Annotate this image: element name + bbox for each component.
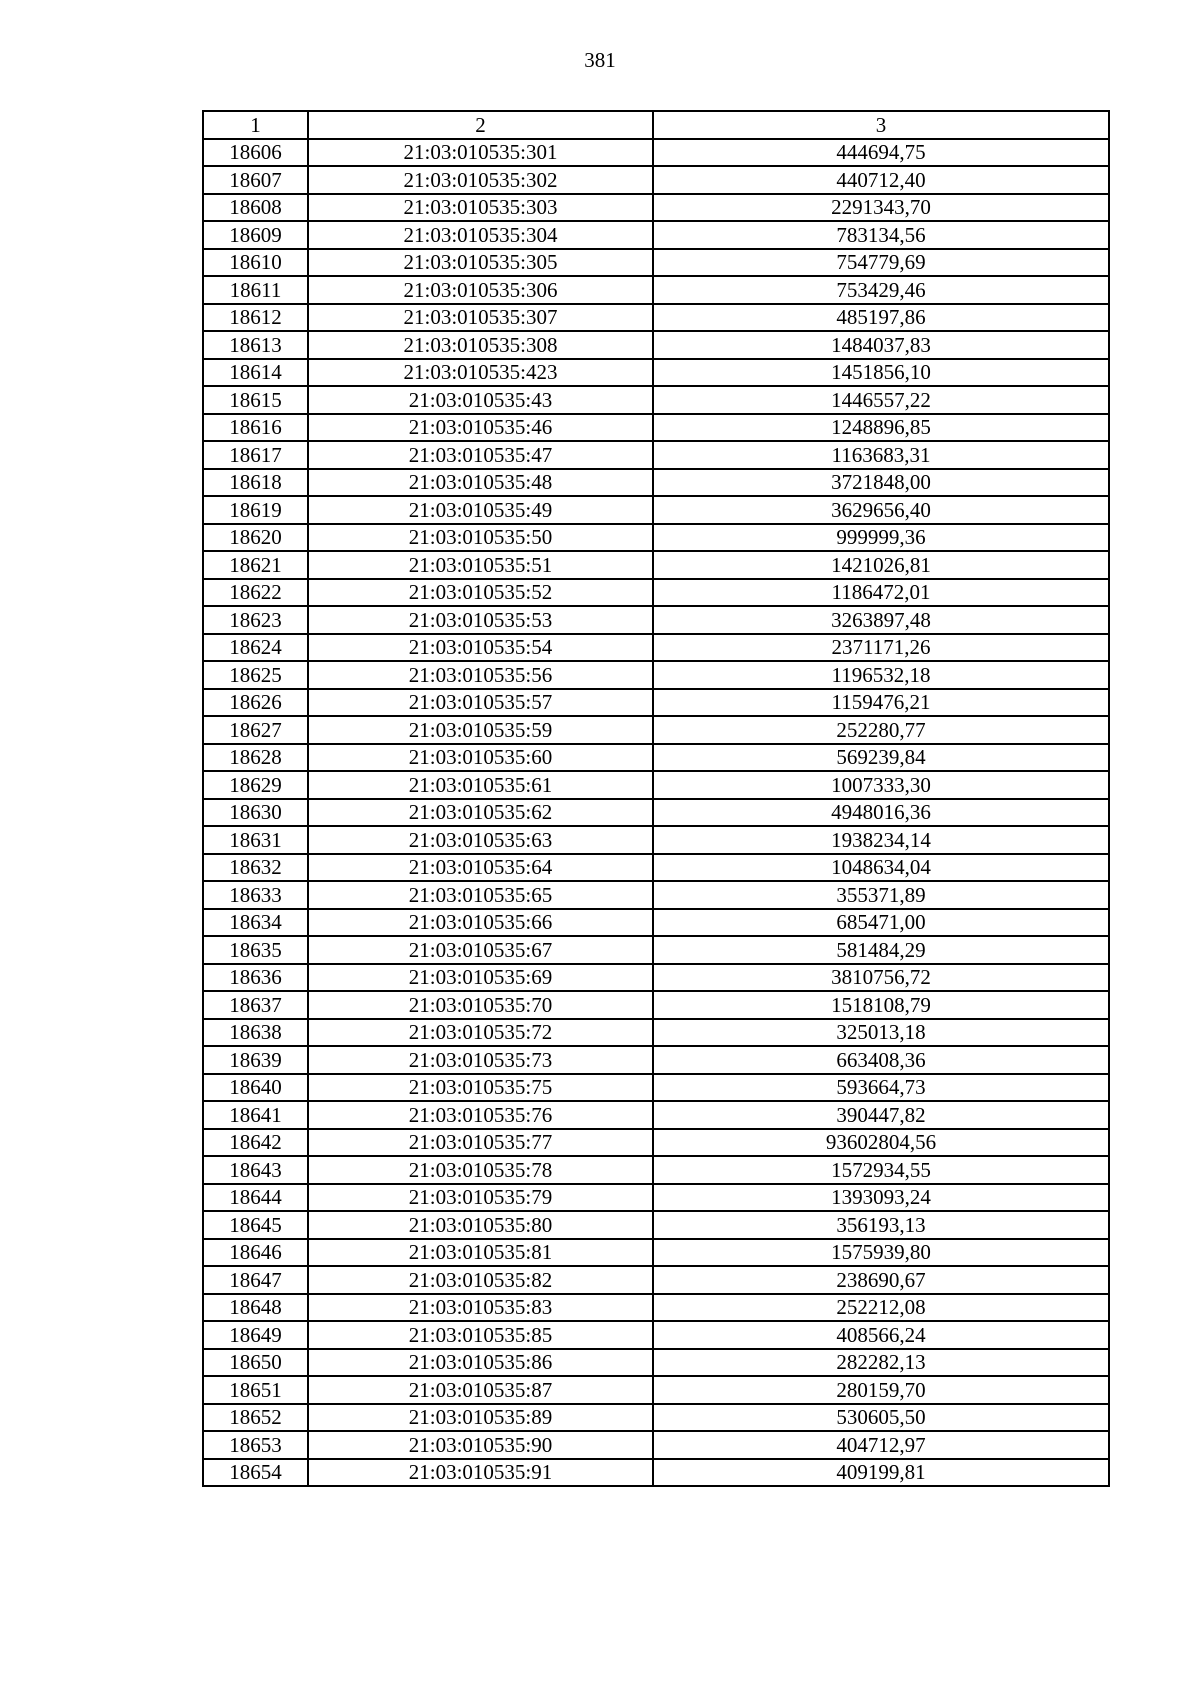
cadastral-number-cell: 21:03:010535:70 bbox=[308, 991, 653, 1019]
row-number-cell: 18629 bbox=[203, 771, 308, 799]
row-number-cell: 18621 bbox=[203, 551, 308, 579]
table-row bbox=[203, 771, 1109, 799]
data-table bbox=[202, 110, 1110, 1487]
cadastral-number-cell: 21:03:010535:64 bbox=[308, 854, 653, 882]
page-number: 381 bbox=[584, 48, 616, 72]
row-number-cell: 18631 bbox=[203, 826, 308, 854]
cadastral-number-cell: 21:03:010535:306 bbox=[308, 276, 653, 304]
cadastral-number-cell: 21:03:010535:53 bbox=[308, 606, 653, 634]
row-number-cell: 18620 bbox=[203, 524, 308, 552]
cadastral-number-cell: 21:03:010535:77 bbox=[308, 1129, 653, 1157]
value-cell: 408566,24 bbox=[653, 1321, 1109, 1349]
value-cell: 1451856,10 bbox=[653, 359, 1109, 387]
table-row bbox=[203, 1404, 1109, 1432]
table-header bbox=[203, 111, 1109, 139]
row-number-cell: 18644 bbox=[203, 1184, 308, 1212]
row-number-cell: 18630 bbox=[203, 799, 308, 827]
row-number-cell: 18616 bbox=[203, 414, 308, 442]
table-row bbox=[203, 469, 1109, 497]
cadastral-number-cell: 21:03:010535:86 bbox=[308, 1349, 653, 1377]
row-number-cell: 18626 bbox=[203, 689, 308, 717]
value-cell: 663408,36 bbox=[653, 1046, 1109, 1074]
cadastral-number-cell: 21:03:010535:51 bbox=[308, 551, 653, 579]
cadastral-number-cell: 21:03:010535:66 bbox=[308, 909, 653, 937]
value-cell: 1007333,30 bbox=[653, 771, 1109, 799]
row-number-cell: 18649 bbox=[203, 1321, 308, 1349]
row-number-cell: 18623 bbox=[203, 606, 308, 634]
cadastral-number-cell: 21:03:010535:303 bbox=[308, 194, 653, 222]
value-cell: 3629656,40 bbox=[653, 496, 1109, 524]
value-cell: 280159,70 bbox=[653, 1376, 1109, 1404]
cadastral-number-cell: 21:03:010535:302 bbox=[308, 166, 653, 194]
row-number-cell: 18627 bbox=[203, 716, 308, 744]
table-row bbox=[203, 331, 1109, 359]
row-number-cell: 18612 bbox=[203, 304, 308, 332]
value-cell: 93602804,56 bbox=[653, 1129, 1109, 1157]
cadastral-number-cell: 21:03:010535:57 bbox=[308, 689, 653, 717]
table-row bbox=[203, 799, 1109, 827]
value-cell: 3263897,48 bbox=[653, 606, 1109, 634]
table-row bbox=[203, 1459, 1109, 1487]
row-number-cell: 18633 bbox=[203, 881, 308, 909]
row-number-cell: 18622 bbox=[203, 579, 308, 607]
table-row bbox=[203, 166, 1109, 194]
row-number-cell: 18611 bbox=[203, 276, 308, 304]
table-row bbox=[203, 1074, 1109, 1102]
value-cell: 1393093,24 bbox=[653, 1184, 1109, 1212]
row-number-cell: 18628 bbox=[203, 744, 308, 772]
header-col-3: 3 bbox=[653, 111, 1109, 139]
table-row bbox=[203, 854, 1109, 882]
table-row bbox=[203, 359, 1109, 387]
value-cell: 1048634,04 bbox=[653, 854, 1109, 882]
value-cell: 252280,77 bbox=[653, 716, 1109, 744]
value-cell: 356193,13 bbox=[653, 1211, 1109, 1239]
cadastral-number-cell: 21:03:010535:89 bbox=[308, 1404, 653, 1432]
cadastral-number-cell: 21:03:010535:90 bbox=[308, 1431, 653, 1459]
value-cell: 355371,89 bbox=[653, 881, 1109, 909]
row-number-cell: 18646 bbox=[203, 1239, 308, 1267]
table-row bbox=[203, 249, 1109, 277]
cadastral-number-cell: 21:03:010535:307 bbox=[308, 304, 653, 332]
table-row bbox=[203, 1321, 1109, 1349]
row-number-cell: 18650 bbox=[203, 1349, 308, 1377]
table-row bbox=[203, 606, 1109, 634]
table-row bbox=[203, 936, 1109, 964]
table-row bbox=[203, 1019, 1109, 1047]
cadastral-number-cell: 21:03:010535:83 bbox=[308, 1294, 653, 1322]
table-row bbox=[203, 1101, 1109, 1129]
value-cell: 1186472,01 bbox=[653, 579, 1109, 607]
row-number-cell: 18607 bbox=[203, 166, 308, 194]
value-cell: 3810756,72 bbox=[653, 964, 1109, 992]
value-cell: 1484037,83 bbox=[653, 331, 1109, 359]
row-number-cell: 18614 bbox=[203, 359, 308, 387]
value-cell: 409199,81 bbox=[653, 1459, 1109, 1487]
table-row bbox=[203, 579, 1109, 607]
cadastral-number-cell: 21:03:010535:69 bbox=[308, 964, 653, 992]
row-number-cell: 18618 bbox=[203, 469, 308, 497]
row-number-cell: 18624 bbox=[203, 634, 308, 662]
cadastral-number-cell: 21:03:010535:49 bbox=[308, 496, 653, 524]
row-number-cell: 18606 bbox=[203, 139, 308, 167]
cadastral-number-cell: 21:03:010535:82 bbox=[308, 1266, 653, 1294]
table-row bbox=[203, 1266, 1109, 1294]
table-row bbox=[203, 1239, 1109, 1267]
value-cell: 2371171,26 bbox=[653, 634, 1109, 662]
table-row bbox=[203, 634, 1109, 662]
table-row bbox=[203, 964, 1109, 992]
row-number-cell: 18639 bbox=[203, 1046, 308, 1074]
table-row bbox=[203, 909, 1109, 937]
value-cell: 530605,50 bbox=[653, 1404, 1109, 1432]
row-number-cell: 18637 bbox=[203, 991, 308, 1019]
cadastral-number-cell: 21:03:010535:301 bbox=[308, 139, 653, 167]
table-row bbox=[203, 276, 1109, 304]
table-row bbox=[203, 744, 1109, 772]
value-cell: 4948016,36 bbox=[653, 799, 1109, 827]
cadastral-number-cell: 21:03:010535:85 bbox=[308, 1321, 653, 1349]
table-row bbox=[203, 304, 1109, 332]
value-cell: 685471,00 bbox=[653, 909, 1109, 937]
row-number-cell: 18613 bbox=[203, 331, 308, 359]
value-cell: 1248896,85 bbox=[653, 414, 1109, 442]
cadastral-number-cell: 21:03:010535:47 bbox=[308, 441, 653, 469]
table-row bbox=[203, 1046, 1109, 1074]
row-number-cell: 18634 bbox=[203, 909, 308, 937]
value-cell: 593664,73 bbox=[653, 1074, 1109, 1102]
row-number-cell: 18625 bbox=[203, 661, 308, 689]
cadastral-number-cell: 21:03:010535:65 bbox=[308, 881, 653, 909]
table-row bbox=[203, 524, 1109, 552]
value-cell: 1163683,31 bbox=[653, 441, 1109, 469]
cadastral-number-cell: 21:03:010535:60 bbox=[308, 744, 653, 772]
cadastral-number-cell: 21:03:010535:67 bbox=[308, 936, 653, 964]
row-number-cell: 18638 bbox=[203, 1019, 308, 1047]
row-number-cell: 18645 bbox=[203, 1211, 308, 1239]
row-number-cell: 18640 bbox=[203, 1074, 308, 1102]
value-cell: 1196532,18 bbox=[653, 661, 1109, 689]
row-number-cell: 18610 bbox=[203, 249, 308, 277]
table-row bbox=[203, 139, 1109, 167]
value-cell: 440712,40 bbox=[653, 166, 1109, 194]
cadastral-number-cell: 21:03:010535:76 bbox=[308, 1101, 653, 1129]
table-body bbox=[203, 139, 1109, 1487]
row-number-cell: 18609 bbox=[203, 221, 308, 249]
row-number-cell: 18608 bbox=[203, 194, 308, 222]
table-row bbox=[203, 689, 1109, 717]
row-number-cell: 18647 bbox=[203, 1266, 308, 1294]
cadastral-number-cell: 21:03:010535:56 bbox=[308, 661, 653, 689]
cadastral-number-cell: 21:03:010535:80 bbox=[308, 1211, 653, 1239]
value-cell: 754779,69 bbox=[653, 249, 1109, 277]
cadastral-number-cell: 21:03:010535:48 bbox=[308, 469, 653, 497]
cadastral-number-cell: 21:03:010535:308 bbox=[308, 331, 653, 359]
cadastral-number-cell: 21:03:010535:73 bbox=[308, 1046, 653, 1074]
value-cell: 282282,13 bbox=[653, 1349, 1109, 1377]
cadastral-number-cell: 21:03:010535:304 bbox=[308, 221, 653, 249]
header-col-1: 1 bbox=[203, 111, 308, 139]
value-cell: 1159476,21 bbox=[653, 689, 1109, 717]
cadastral-number-cell: 21:03:010535:78 bbox=[308, 1156, 653, 1184]
value-cell: 390447,82 bbox=[653, 1101, 1109, 1129]
table-row bbox=[203, 1129, 1109, 1157]
table-row bbox=[203, 661, 1109, 689]
table-row bbox=[203, 991, 1109, 1019]
value-cell: 1572934,55 bbox=[653, 1156, 1109, 1184]
table-row bbox=[203, 1156, 1109, 1184]
cadastral-number-cell: 21:03:010535:63 bbox=[308, 826, 653, 854]
cadastral-number-cell: 21:03:010535:46 bbox=[308, 414, 653, 442]
cadastral-number-cell: 21:03:010535:81 bbox=[308, 1239, 653, 1267]
row-number-cell: 18642 bbox=[203, 1129, 308, 1157]
table-row bbox=[203, 716, 1109, 744]
cadastral-number-cell: 21:03:010535:72 bbox=[308, 1019, 653, 1047]
row-number-cell: 18635 bbox=[203, 936, 308, 964]
row-number-cell: 18648 bbox=[203, 1294, 308, 1322]
table-row bbox=[203, 551, 1109, 579]
cadastral-number-cell: 21:03:010535:91 bbox=[308, 1459, 653, 1487]
row-number-cell: 18651 bbox=[203, 1376, 308, 1404]
row-number-cell: 18654 bbox=[203, 1459, 308, 1487]
value-cell: 238690,67 bbox=[653, 1266, 1109, 1294]
cadastral-number-cell: 21:03:010535:75 bbox=[308, 1074, 653, 1102]
value-cell: 252212,08 bbox=[653, 1294, 1109, 1322]
value-cell: 999999,36 bbox=[653, 524, 1109, 552]
row-number-cell: 18652 bbox=[203, 1404, 308, 1432]
value-cell: 783134,56 bbox=[653, 221, 1109, 249]
header-col-2: 2 bbox=[308, 111, 653, 139]
cadastral-number-cell: 21:03:010535:305 bbox=[308, 249, 653, 277]
cadastral-number-cell: 21:03:010535:79 bbox=[308, 1184, 653, 1212]
value-cell: 1938234,14 bbox=[653, 826, 1109, 854]
table-header-row bbox=[203, 111, 1109, 139]
value-cell: 325013,18 bbox=[653, 1019, 1109, 1047]
row-number-cell: 18636 bbox=[203, 964, 308, 992]
value-cell: 444694,75 bbox=[653, 139, 1109, 167]
value-cell: 1575939,80 bbox=[653, 1239, 1109, 1267]
table-row bbox=[203, 221, 1109, 249]
table-row bbox=[203, 1184, 1109, 1212]
row-number-cell: 18619 bbox=[203, 496, 308, 524]
data-table-container bbox=[202, 110, 1110, 1487]
value-cell: 753429,46 bbox=[653, 276, 1109, 304]
table-row bbox=[203, 1211, 1109, 1239]
table-row bbox=[203, 194, 1109, 222]
cadastral-number-cell: 21:03:010535:50 bbox=[308, 524, 653, 552]
row-number-cell: 18617 bbox=[203, 441, 308, 469]
cadastral-number-cell: 21:03:010535:61 bbox=[308, 771, 653, 799]
table-row bbox=[203, 1294, 1109, 1322]
cadastral-number-cell: 21:03:010535:43 bbox=[308, 386, 653, 414]
cadastral-number-cell: 21:03:010535:54 bbox=[308, 634, 653, 662]
row-number-cell: 18653 bbox=[203, 1431, 308, 1459]
cadastral-number-cell: 21:03:010535:87 bbox=[308, 1376, 653, 1404]
cadastral-number-cell: 21:03:010535:59 bbox=[308, 716, 653, 744]
value-cell: 404712,97 bbox=[653, 1431, 1109, 1459]
table-row bbox=[203, 441, 1109, 469]
row-number-cell: 18643 bbox=[203, 1156, 308, 1184]
row-number-cell: 18615 bbox=[203, 386, 308, 414]
table-row bbox=[203, 496, 1109, 524]
table-row bbox=[203, 1431, 1109, 1459]
table-row bbox=[203, 386, 1109, 414]
cadastral-number-cell: 21:03:010535:52 bbox=[308, 579, 653, 607]
table-row bbox=[203, 1376, 1109, 1404]
cadastral-number-cell: 21:03:010535:423 bbox=[308, 359, 653, 387]
table-row bbox=[203, 1349, 1109, 1377]
value-cell: 569239,84 bbox=[653, 744, 1109, 772]
value-cell: 2291343,70 bbox=[653, 194, 1109, 222]
row-number-cell: 18632 bbox=[203, 854, 308, 882]
value-cell: 1421026,81 bbox=[653, 551, 1109, 579]
table-row bbox=[203, 414, 1109, 442]
table-row bbox=[203, 826, 1109, 854]
value-cell: 485197,86 bbox=[653, 304, 1109, 332]
value-cell: 3721848,00 bbox=[653, 469, 1109, 497]
table-row bbox=[203, 881, 1109, 909]
value-cell: 581484,29 bbox=[653, 936, 1109, 964]
value-cell: 1518108,79 bbox=[653, 991, 1109, 1019]
row-number-cell: 18641 bbox=[203, 1101, 308, 1129]
cadastral-number-cell: 21:03:010535:62 bbox=[308, 799, 653, 827]
value-cell: 1446557,22 bbox=[653, 386, 1109, 414]
